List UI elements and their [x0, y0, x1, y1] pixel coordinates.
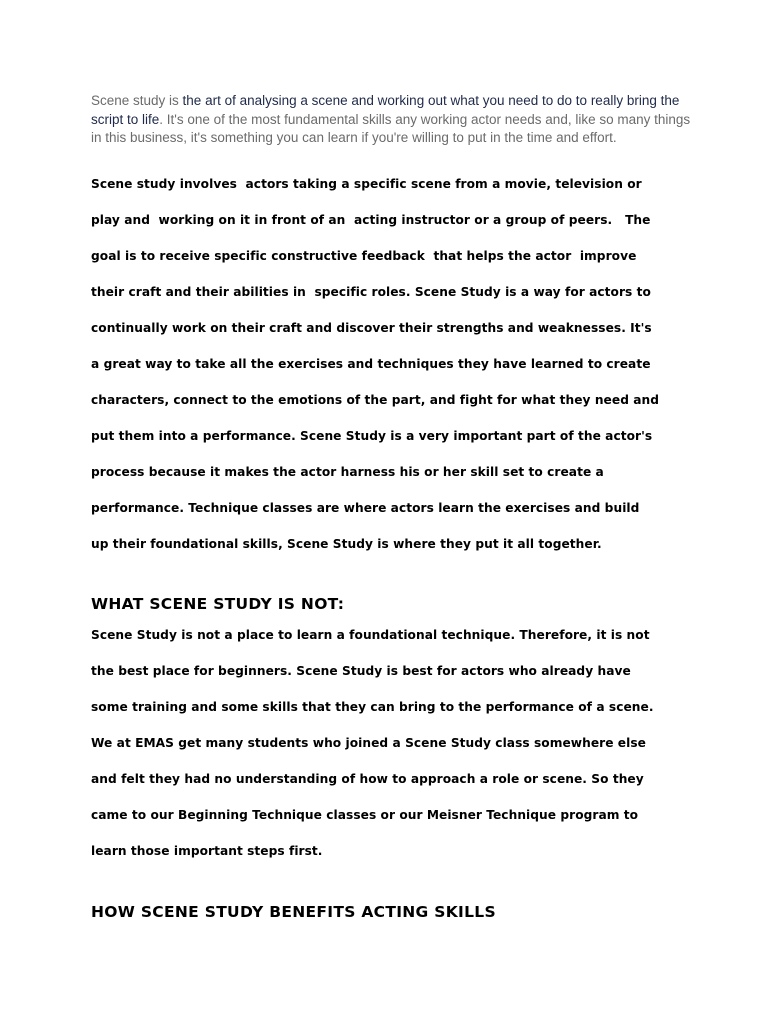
intro-paragraph: [91, 92, 691, 148]
paragraph-line: continually work on their craft and discover their strengths and weaknesses. It's: [91, 321, 652, 335]
paragraph-line: put them into a performance. Scene Study is a very important part of the actor's: [91, 429, 653, 443]
paragraph-line: the best place for beginners. Scene Study is best for actors who already have: [91, 664, 631, 678]
intro-lead: Scene study is: [91, 93, 183, 108]
section-heading-benefits: HOW SCENE STUDY BENEFITS ACTING SKILLS: [91, 903, 496, 921]
scene-study-definition-paragraph: [91, 166, 691, 562]
paragraph-line: characters, connect to the emotions of the part, and fight for what they need and: [91, 393, 660, 407]
paragraph-line: up their foundational skills, Scene Study is where they put it all together.: [91, 537, 602, 551]
paragraph-line: and felt they had no understanding of how to approach a role or scene. So they: [91, 772, 644, 786]
paragraph-line: some training and some skills that they can bring to the performance of a scene.: [91, 700, 654, 714]
paragraph-line: a great way to take all the exercises and techniques they have learned to create: [91, 357, 651, 371]
paragraph-line: performance. Technique classes are where actors learn the exercises and build: [91, 501, 640, 515]
paragraph-line: learn those important steps first.: [91, 844, 323, 858]
intro-highlight: the art of analysing a scene and working out what you need to do to really bring the script to life: [91, 93, 680, 127]
paragraph-line: process because it makes the actor harness his or her skill set to create a: [91, 465, 604, 479]
scene-study-not-paragraph: [91, 617, 691, 869]
paragraph-line: play and working on it in front of an acting instructor or a group of peers. The: [91, 213, 651, 227]
paragraph-line: We at EMAS get many students who joined a Scene Study class somewhere else: [91, 736, 646, 750]
paragraph-line: Scene Study is not a place to learn a foundational technique. Therefore, it is not: [91, 628, 650, 642]
paragraph-line: came to our Beginning Technique classes or our Meisner Technique program to: [91, 808, 639, 822]
section-heading-what-scene-study-is-not: WHAT SCENE STUDY IS NOT:: [91, 595, 345, 613]
paragraph-line: their craft and their abilities in specific roles. Scene Study is a way for actors to: [91, 285, 651, 299]
paragraph-line: goal is to receive specific constructive feedback that helps the actor improve: [91, 249, 637, 263]
paragraph-line: Scene study involves actors taking a specific scene from a movie, television or: [91, 177, 642, 191]
intro-rest: . It's one of the most fundamental skills any working actor needs and, like so many things in this business, it's something you can learn if you're willing to put in the time and effort.: [91, 111, 691, 145]
